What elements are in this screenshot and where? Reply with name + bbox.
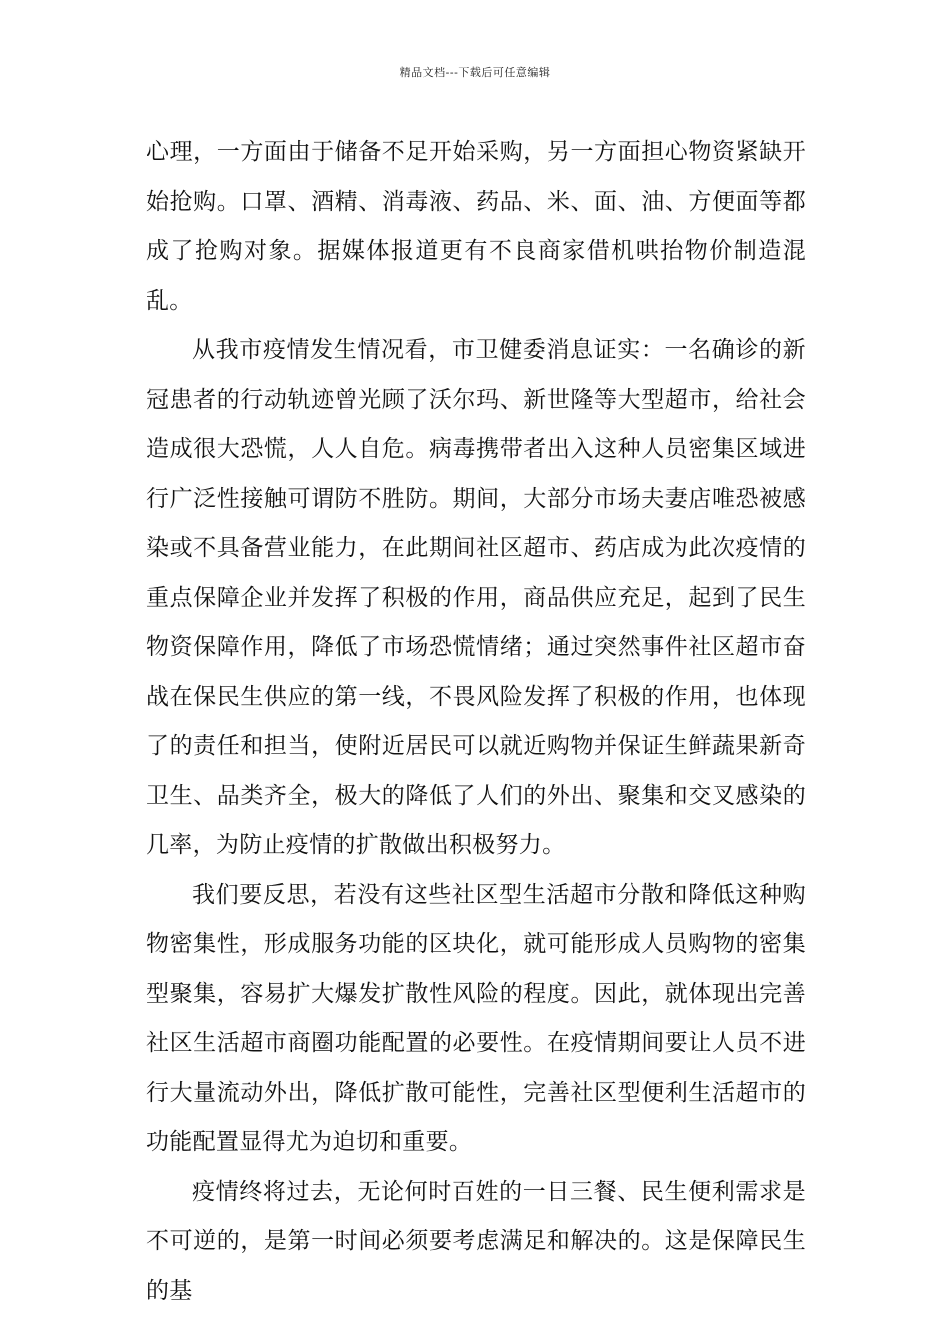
document-body: [146, 128, 806, 1316]
paragraph-reflection: 我们要反思，若没有这些社区型生活超市分散和降低这种购物密集性，形成服务功能的区块化，就可能形成人员购物的密集型聚集，容易扩大爆发扩散性风险的程度。因此，就体现出完善社区生活超市商圈功能配置的必要性。在疫情期间要让人员不进行大量流动外出，降低扩散可能性，完善社区型便利生活超市的功能配置显得尤为迫切和重要。: [146, 881, 806, 1155]
page-header: 精品文档---下载后可任意编辑: [399, 66, 551, 79]
paragraph-epidemic-situation: 从我市疫情发生情况看，市卫健委消息证实：一名确诊的新冠患者的行动轨迹曾光顾了沃尔玛、新世隆等大型超市，给社会造成很大恐慌，人人自危。病毒携带者出入这种人员密集区域进行广泛性接触可谓防不胜防。期间，大部分市场夫妻店唯恐被感染或不具备营业能力，在此期间社区超市、药店成为此次疫情的重点保障企业并发挥了积极的作用，商品供应充足，起到了民生物资保障作用，降低了市场恐慌情绪；通过突然事件社区超市奋战在保民生供应的第一线，不畏风险发挥了积极的作用，也体现了的责任和担当，使附近居民可以就近购物并保证生鲜蔬果新奇卫生、品类齐全，极大的降低了人们的外出、聚集和交叉感染的几率，为防止疫情的扩散做出积极努力。: [146, 337, 806, 858]
paragraph-continuation: 心理，一方面由于储备不足开始采购，另一方面担心物资紧缺开始抢购。口罩、酒精、消毒液、药品、米、面、油、方便面等都成了抢购对象。据媒体报道更有不良商家借机哄抬物价制造混乱。: [146, 139, 806, 314]
paragraph-conclusion: 疫情终将过去，无论何时百姓的一日三餐、民生便利需求是不可逆的，是第一时间必须要考虑满足和解决的。这是保障民生的基: [146, 1178, 806, 1304]
